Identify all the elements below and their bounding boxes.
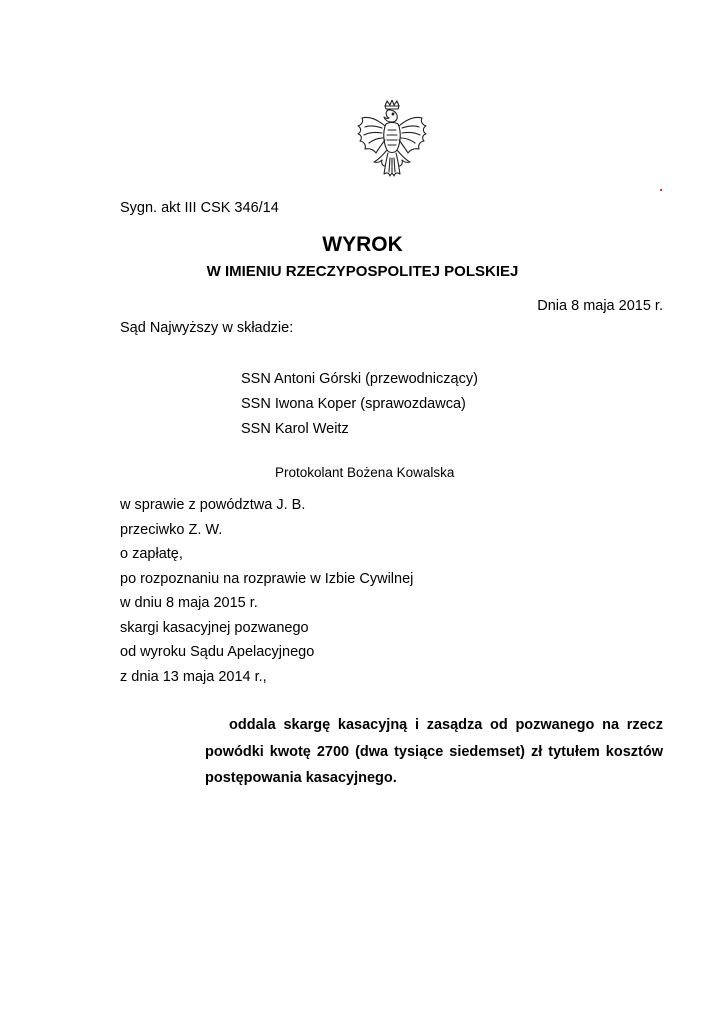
judge-item: SSN Iwona Koper (sprawozdawca) bbox=[241, 396, 466, 412]
case-detail-line: z dnia 13 maja 2014 r., bbox=[120, 668, 267, 685]
judgment-date: Dnia 8 maja 2015 r. bbox=[537, 298, 663, 314]
judges-list bbox=[241, 367, 478, 442]
judge-item: SSN Karol Weitz bbox=[241, 421, 349, 437]
case-detail-line: po rozpoznaniu na rozprawie w Izbie Cywilnej bbox=[120, 570, 414, 587]
court-composition-label: Sąd Najwyższy w składzie: bbox=[120, 320, 294, 336]
case-signature: Sygn. akt III CSK 346/14 bbox=[120, 200, 279, 216]
case-detail-line: w sprawie z powództwa J. B. bbox=[120, 497, 306, 513]
judge-item: SSN Antoni Górski (przewodniczący) bbox=[241, 371, 478, 387]
court-clerk: Protokolant Bożena Kowalska bbox=[275, 465, 455, 480]
case-detail-line: skargi kasacyjnej pozwanego bbox=[120, 619, 309, 636]
case-detail-line: w dniu 8 maja 2015 r. bbox=[120, 595, 258, 611]
case-detail-line: o zapłatę, bbox=[120, 546, 183, 562]
document-subtitle: W IMIENIU RZECZYPOSPOLITEJ POLSKIEJ bbox=[206, 263, 519, 280]
case-detail-line: przeciwko Z. W. bbox=[120, 521, 223, 538]
case-detail-line: od wyroku Sądu Apelacyjnego bbox=[120, 644, 315, 660]
stray-red-mark bbox=[660, 189, 662, 191]
case-details bbox=[120, 493, 413, 689]
ruling-text: oddala skargę kasacyjną i zasądza od pozwanego na rzecz powódki kwotę 2700 (dwa tysiące siedemset) zł tytułem kosztów postępowania kasacyjnego. bbox=[205, 717, 663, 786]
polish-eagle-emblem-icon bbox=[352, 100, 432, 188]
document-title: WYROK bbox=[322, 233, 403, 256]
